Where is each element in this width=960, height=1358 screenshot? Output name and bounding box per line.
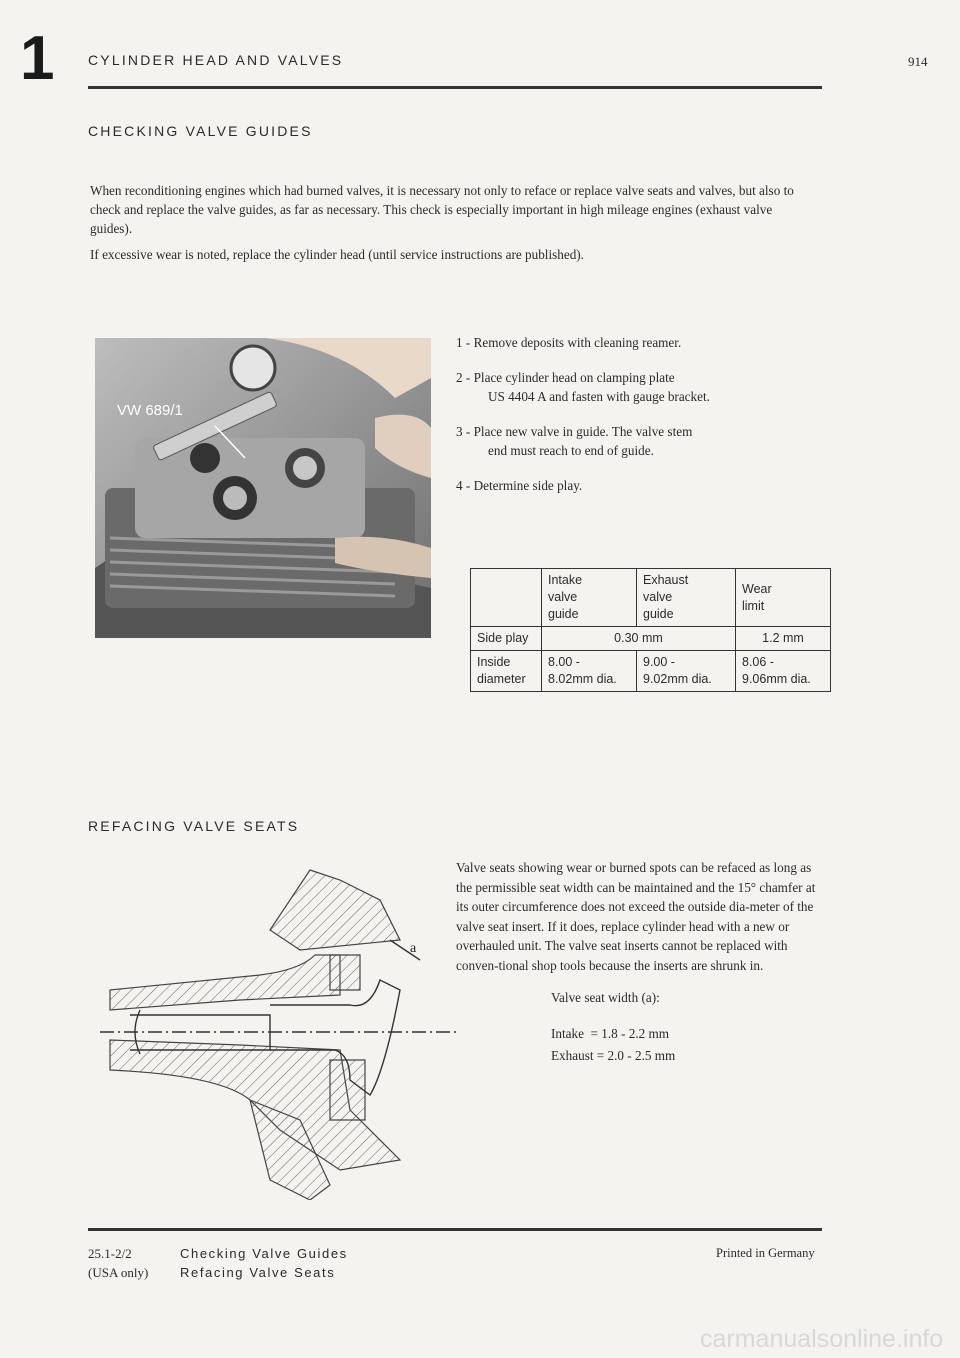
- photo-illustration: [95, 338, 431, 638]
- inside-exhaust: 9.00 - 9.02mm dia.: [637, 651, 736, 692]
- table-row: [471, 627, 831, 651]
- paragraph-intro: When reconditioning engines which had burned valves, it is necessary not only to reface or replace valve seats and valves, but also to check and replace the valve guides, as far as necessary. This check is especially important in high mileage engines (exhaust valve guides).: [90, 183, 794, 236]
- table-row: [471, 569, 831, 627]
- seat-width-exhaust: Exhaust = 2.0 - 2.5 mm: [551, 1048, 676, 1063]
- heading-checking-valve-guides: CHECKING VALVE GUIDES: [88, 123, 313, 139]
- side-play-limit: 1.2 mm: [736, 627, 831, 651]
- cylinder-head-photo: [95, 338, 431, 638]
- step-3: 3 - Place new valve in guide. The valve stem end must reach to end of guide.: [456, 424, 693, 458]
- diagram-drawing: [100, 840, 460, 1200]
- procedure-steps: [456, 333, 836, 511]
- photo-tool-label: VW 689/1: [117, 402, 183, 419]
- footer-printed: Printed in Germany: [716, 1246, 815, 1260]
- inside-diameter-label: Inside diameter: [471, 651, 542, 692]
- seat-width-intake: Intake = 1.8 - 2.2 mm: [551, 1026, 670, 1041]
- header-rule: [88, 86, 822, 89]
- seat-width-spec: [551, 987, 675, 1067]
- table-row: [471, 651, 831, 692]
- step-2: 2 - Place cylinder head on clamping plate US 4404 A and fasten with gauge bracket.: [456, 370, 710, 404]
- page-header-title: CYLINDER HEAD AND VALVES: [88, 52, 344, 68]
- diagram-seat-width-label: a: [410, 941, 417, 956]
- inside-limit: 8.06 - 9.06mm dia.: [736, 651, 831, 692]
- inside-intake: 8.00 - 8.02mm dia.: [542, 651, 637, 692]
- paragraph-wear-note: If excessive wear is noted, replace the cylinder head (until service instructions are published).: [90, 247, 584, 262]
- section-number: 1: [20, 24, 55, 93]
- step-4: 4 - Determine side play.: [456, 478, 583, 493]
- side-play-label: Side play: [471, 627, 542, 651]
- footer-code: 25.1-2/2 (USA only): [88, 1246, 149, 1280]
- paragraph-refacing: Valve seats showing wear or burned spots can be refaced as long as the permissible seat width can be maintained and the 15° chamfer at its outer circumference does not exceed the outside dia-meter of the valve seat insert. If it does, replace cylinder head with a new or overhauled unit. The valve seat inserts cannot be replaced with conven-tional shop tools because the inserts are shrunk in.: [456, 860, 816, 973]
- header-exhaust: Exhaust valve guide: [637, 569, 736, 627]
- header-wear-limit: Wear limit: [736, 569, 831, 627]
- step-1: 1 - Remove deposits with cleaning reamer.: [456, 335, 682, 350]
- footer-topics: Checking Valve Guides Refacing Valve Seats: [180, 1246, 348, 1280]
- valve-guide-spec-table: [470, 568, 831, 692]
- page-number: 914: [908, 54, 928, 69]
- side-play-value: 0.30 mm: [542, 627, 736, 651]
- seat-width-label: Valve seat width (a):: [551, 990, 660, 1005]
- header-intake: Intake valve guide: [542, 569, 637, 627]
- watermark: carmanualsonline.info: [700, 1325, 944, 1353]
- heading-refacing-valve-seats: REFACING VALVE SEATS: [88, 818, 300, 834]
- valve-seat-diagram: [100, 840, 460, 1200]
- footer-rule: [88, 1228, 822, 1231]
